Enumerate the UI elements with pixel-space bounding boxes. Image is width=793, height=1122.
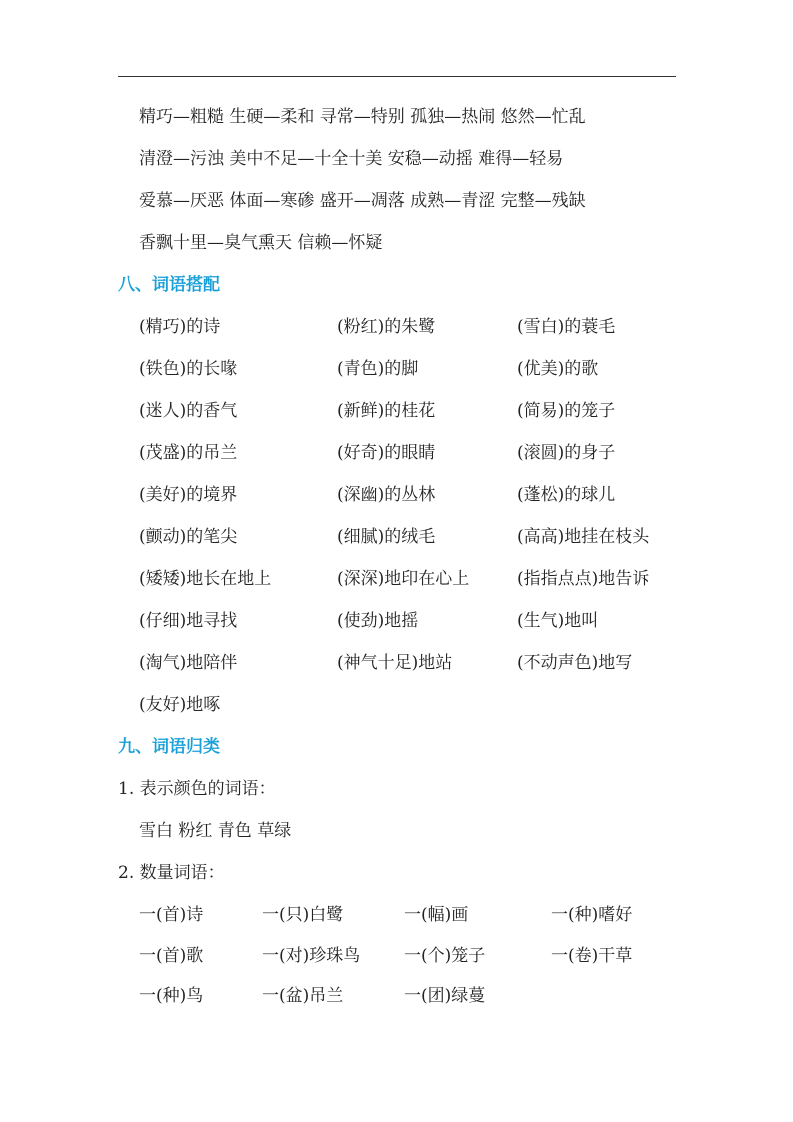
collocation-item: (深深)地印在心上: [337, 569, 470, 589]
section-8-heading: 八、词语搭配: [118, 275, 220, 295]
collocation-item: (高高)地挂在枝头: [517, 527, 650, 547]
collocation-item: (好奇)的眼睛: [337, 443, 436, 463]
quantity-item: 一(团)绿蔓: [404, 986, 486, 1006]
collocation-item: (精巧)的诗: [139, 317, 221, 337]
collocation-item: (美好)的境界: [139, 485, 238, 505]
antonym-line: 清澄—污浊 美中不足—十全十美 安稳—动摇 难得—轻易: [139, 149, 564, 169]
quantity-item: 一(卷)干草: [551, 946, 633, 966]
collocation-item: (茂盛)的吊兰: [139, 443, 238, 463]
collocation-item: (不动声色)地写: [517, 653, 633, 673]
collocation-item: (使劲)地摇: [337, 611, 419, 631]
collocation-item: (指指点点)地告诉: [517, 569, 650, 589]
collocation-item: (滚圆)的身子: [517, 443, 616, 463]
collocation-item: (迷人)的香气: [139, 401, 238, 421]
quantity-item: 一(种)嗜好: [551, 905, 633, 925]
collocation-item: (颤动)的笔尖: [139, 527, 238, 547]
collocation-item: (蓬松)的球儿: [517, 485, 616, 505]
color-words: 雪白 粉红 青色 草绿: [139, 821, 292, 841]
color-words-label: 1. 表示颜色的词语：: [118, 779, 276, 799]
antonym-line: 香飘十里—臭气熏天 信赖—怀疑: [139, 233, 383, 253]
quantity-item: 一(首)歌: [139, 946, 204, 966]
collocation-item: (雪白)的蓑毛: [517, 317, 616, 337]
collocation-item: (深幽)的丛林: [337, 485, 436, 505]
collocation-item: (仔细)地寻找: [139, 611, 238, 631]
antonym-line: 精巧—粗糙 生硬—柔和 寻常—特别 孤独—热闹 悠然—忙乱: [139, 107, 586, 127]
quantity-item: 一(幅)画: [404, 905, 469, 925]
collocation-item: (神气十足)地站: [337, 653, 453, 673]
collocation-item: (新鲜)的桂花: [337, 401, 436, 421]
collocation-item: (生气)地叫: [517, 611, 599, 631]
collocation-item: (粉红)的朱鹭: [337, 317, 436, 337]
collocation-item: (铁色)的长喙: [139, 359, 238, 379]
top-rule: [118, 76, 676, 77]
collocation-item: (细腻)的绒毛: [337, 527, 436, 547]
collocation-item: (青色)的脚: [337, 359, 419, 379]
antonym-line: 爱慕—厌恶 体面—寒碜 盛开—凋落 成熟—青涩 完整—残缺: [139, 191, 586, 211]
collocation-item: (友好)地啄: [139, 695, 221, 715]
quantity-words-label: 2. 数量词语：: [118, 863, 225, 883]
collocation-item: (优美)的歌: [517, 359, 599, 379]
quantity-item: 一(个)笼子: [404, 946, 486, 966]
collocation-item: (淘气)地陪伴: [139, 653, 238, 673]
quantity-item: 一(对)珍珠鸟: [262, 946, 361, 966]
collocation-item: (矮矮)地长在地上: [139, 569, 272, 589]
collocation-item: (简易)的笼子: [517, 401, 616, 421]
section-9-heading: 九、词语归类: [118, 737, 220, 757]
quantity-item: 一(只)白鹭: [262, 905, 344, 925]
quantity-item: 一(首)诗: [139, 905, 204, 925]
quantity-item: 一(种)鸟: [139, 986, 204, 1006]
quantity-item: 一(盆)吊兰: [262, 986, 344, 1006]
